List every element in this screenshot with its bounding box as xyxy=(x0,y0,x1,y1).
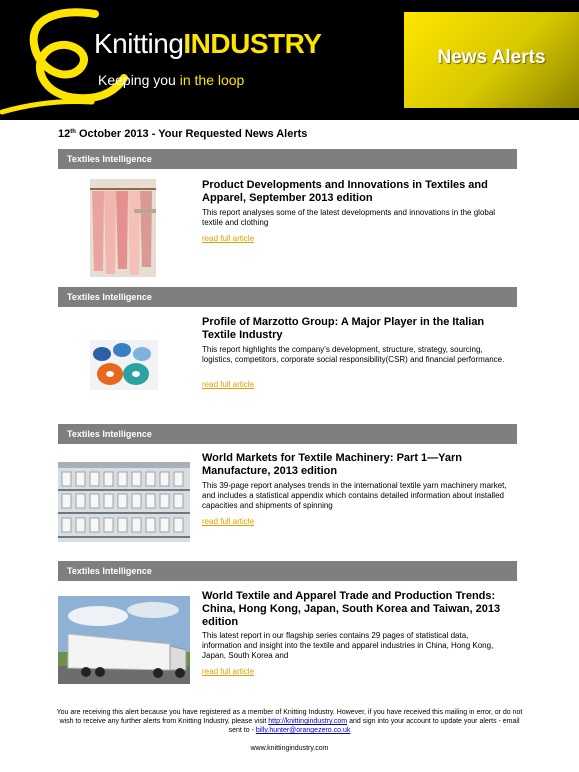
section-header-3: Textiles Intelligence xyxy=(58,424,517,444)
read-full-article-link-1[interactable]: read full article xyxy=(202,234,255,243)
brand-logo xyxy=(94,28,321,60)
yarn-spools-image xyxy=(90,340,158,390)
footer-site-link[interactable]: http://knittingindustry.com xyxy=(268,718,348,725)
footer-disclaimer xyxy=(55,708,524,735)
article-title-2[interactable]: Profile of Marzotto Group: A Major Player in the Italian Textile Industry xyxy=(202,316,485,341)
article-title-4[interactable]: World Textile and Apparel Trade and Production Trends: China, Hong Kong, Japan, South Korea and Taiwan, 2013 edition xyxy=(202,590,501,628)
section-header-2: Textiles Intelligence xyxy=(58,287,517,307)
section-header-4: Textiles Intelligence xyxy=(58,561,517,581)
clothing-rack-image xyxy=(90,179,156,277)
spinning-machine-image xyxy=(58,462,190,542)
date-suffix: th xyxy=(70,129,76,135)
article-description-3: This 39-page report analyses trends in the international textile yarn machinery market, and includes a statistical appendix which contains detailed information about installed capacities and shipments of spinning xyxy=(202,481,507,510)
tagline xyxy=(98,72,244,88)
footer-email-link[interactable]: billy.hunter@orangezero.co.uk xyxy=(255,727,351,734)
news-alerts-label: News Alerts xyxy=(437,47,546,68)
yarn-loop-logo-icon xyxy=(0,0,150,120)
article-description-2: This report highlights the company's development, structure, strategy, sourcing, logistics, competitors, corporate social responsibility(CSR) and financial performance. xyxy=(202,345,505,364)
date-day: 12 xyxy=(58,128,71,140)
tagline-first: Keeping you xyxy=(98,72,180,88)
footer-text-before: You are receiving this alert because you have registered as a member of Knitting Industry. However, if you have received this mailing in error, or do not wish to receive any further alerts from Knitting Industry, please visit xyxy=(56,709,523,725)
article-title-1[interactable]: Product Developments and Innovations in Textiles and Apparel, September 2013 edition xyxy=(202,179,488,204)
header-banner xyxy=(0,0,579,120)
read-full-article-link-3[interactable]: read full article xyxy=(202,517,255,526)
brand-second: INDUSTRY xyxy=(183,28,322,59)
article-description-1: This report analyses some of the latest developments and innovations in the global textile and clothing xyxy=(202,208,496,227)
article-description-4: This latest report in our flagship series contains 29 pages of statistical data, information and insight into the textile and apparel industries in China, Hong Kong, Japan, South Korea and xyxy=(202,631,494,660)
date-rest: October 2013 - Your Requested News Alerts xyxy=(75,128,308,140)
brand-first: Knitting xyxy=(94,28,184,59)
article-title-3[interactable]: World Markets for Textile Machinery: Part 1—Yarn Manufacture, 2013 edition xyxy=(202,452,463,477)
news-alerts-badge xyxy=(404,12,579,108)
tagline-highlight: in the loop xyxy=(179,72,245,88)
read-full-article-link-4[interactable]: read full article xyxy=(202,667,255,676)
read-full-article-link-2[interactable]: read full article xyxy=(202,380,255,389)
truck-image xyxy=(58,596,190,684)
footer-text-after: and sign into your account to update your alerts - email sent to - xyxy=(228,718,520,734)
page-title xyxy=(58,128,307,140)
footer-site[interactable]: www.knittingindustry.com xyxy=(250,745,329,752)
section-header-1: Textiles Intelligence xyxy=(58,149,517,169)
